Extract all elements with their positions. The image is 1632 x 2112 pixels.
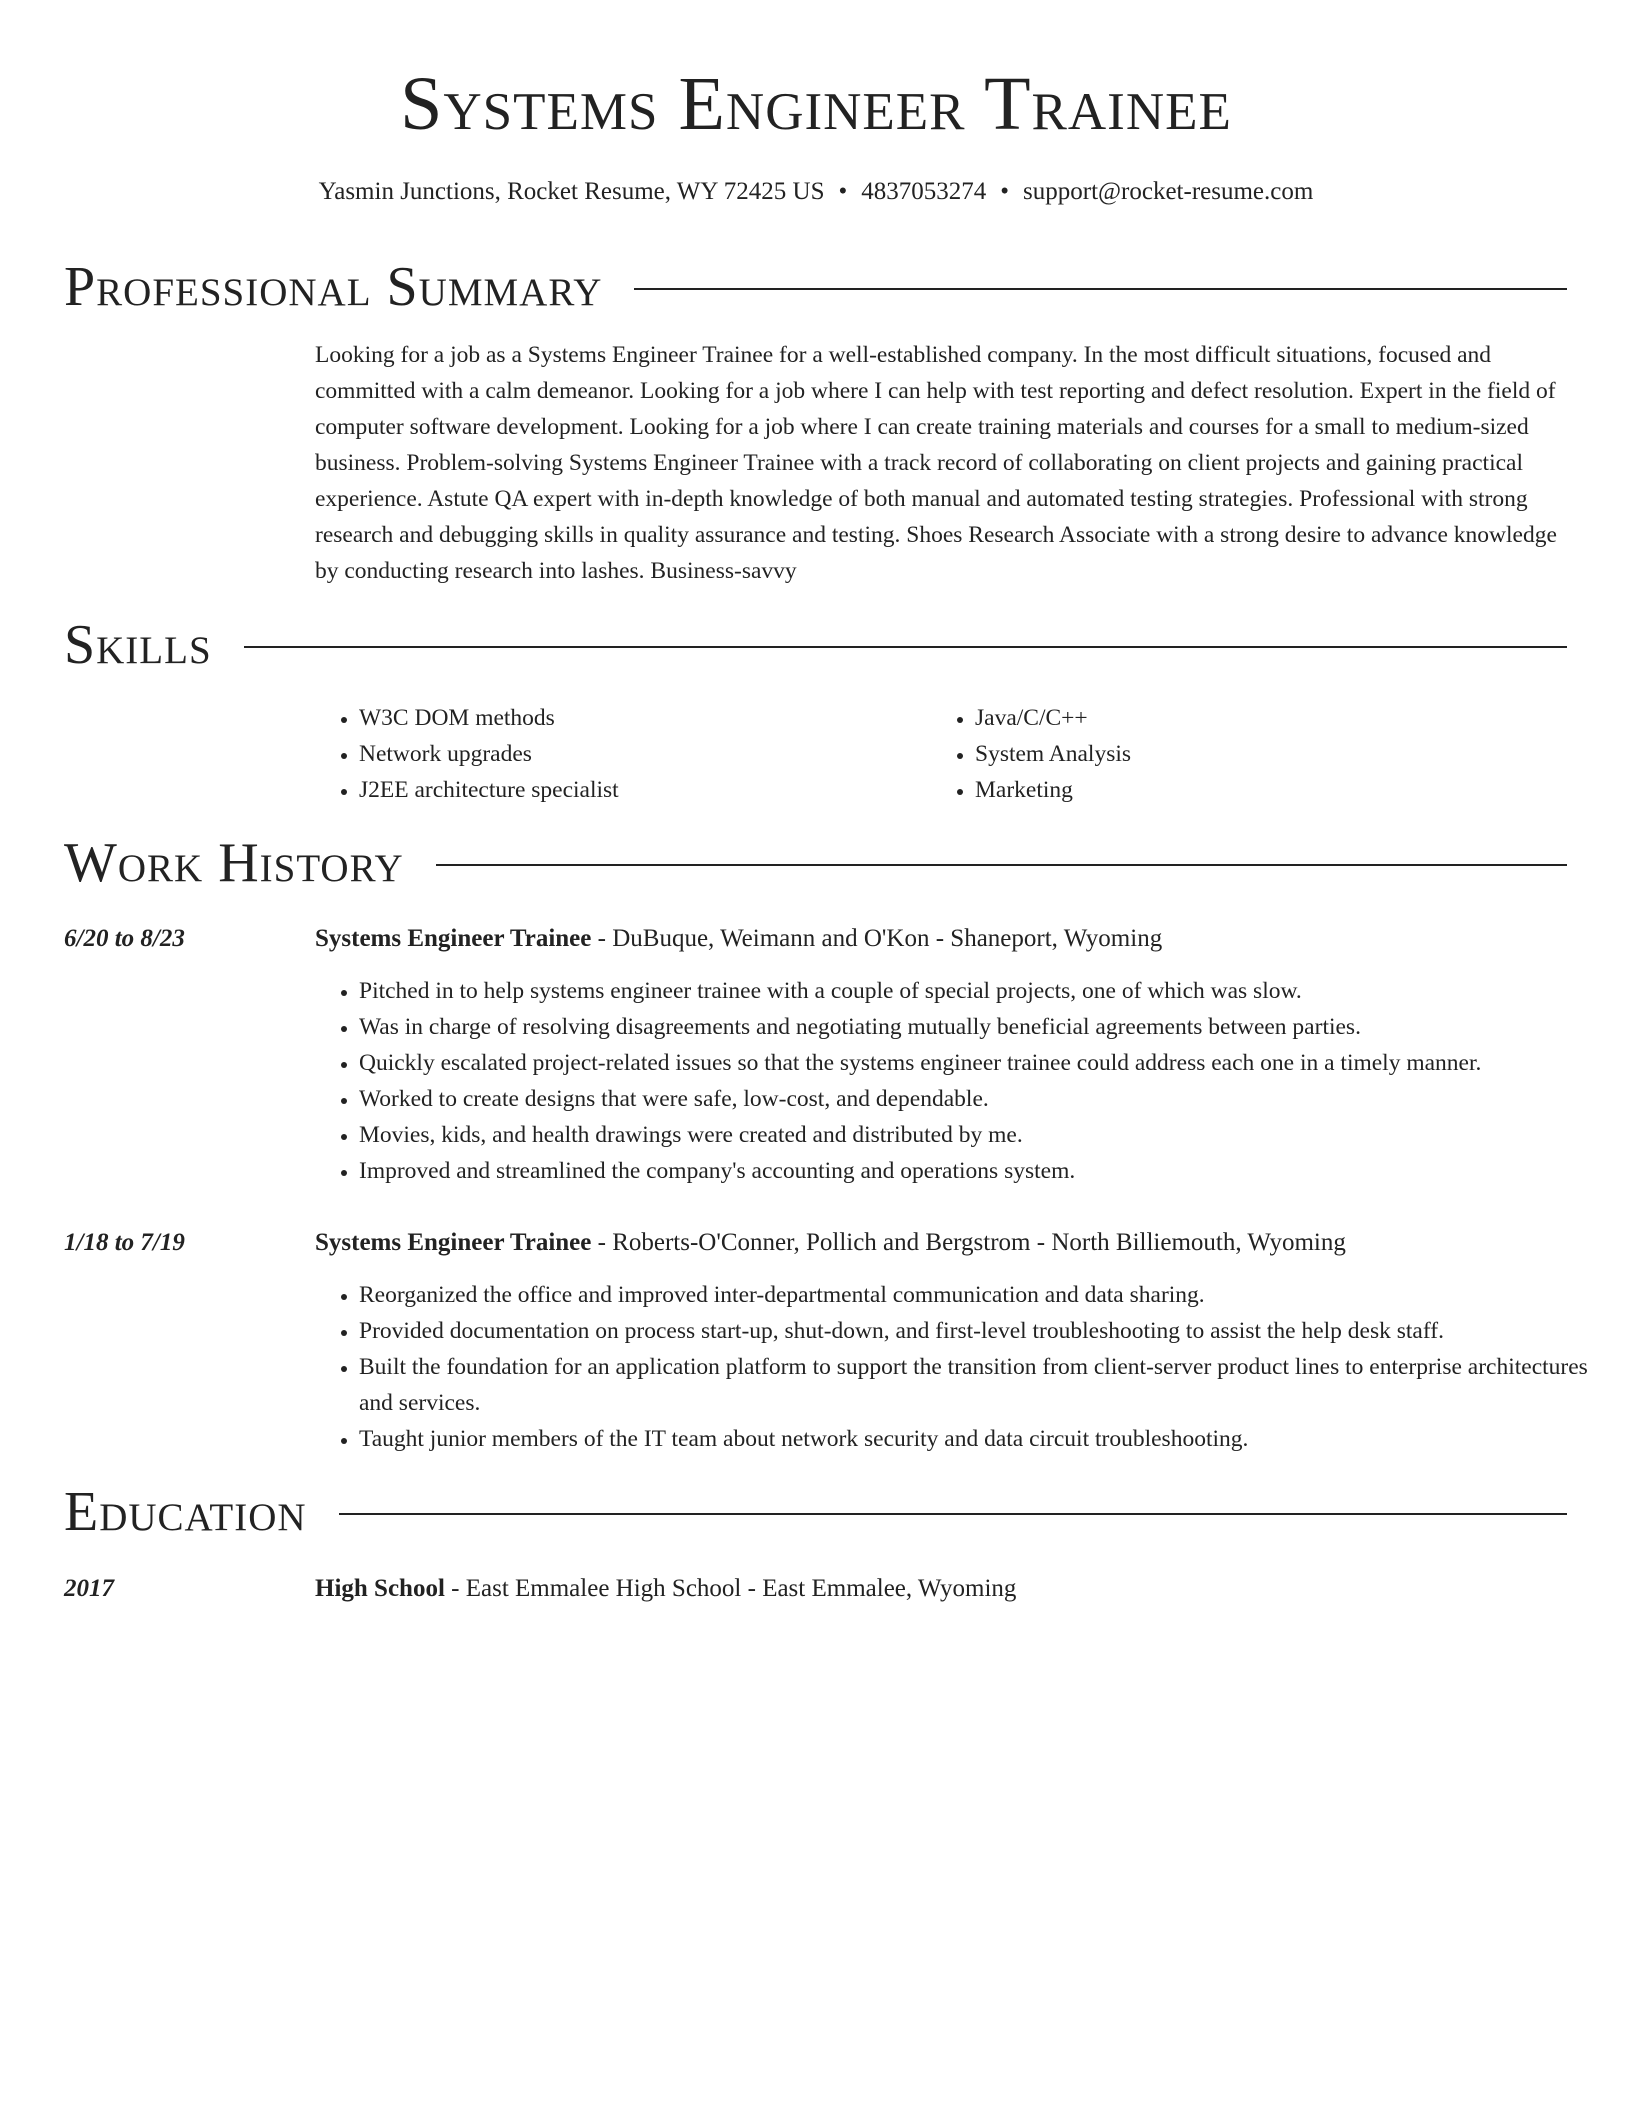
job-bullet: • Provided documentation on process start-up, shut-down, and first-level troubleshooting to assist the help desk staff. xyxy=(359,1313,1611,1349)
job-title: Systems Engineer Trainee xyxy=(315,1229,592,1256)
job-bullet: • Worked to create designs that were safe, low-cost, and dependable. xyxy=(359,1081,1611,1117)
contact-separator: • xyxy=(838,178,848,205)
skill-item: • Marketing xyxy=(975,772,1575,808)
job-bullet: • Movies, kids, and health drawings were created and distributed by me. xyxy=(359,1117,1611,1153)
section-divider xyxy=(436,864,1567,866)
job-bullet-list xyxy=(315,973,1611,1189)
skill-item: • Java/C/C++ xyxy=(975,700,1575,736)
job-bullet: • Taught junior members of the IT team about network security and data circuit troubleshooting. xyxy=(359,1421,1611,1457)
job-heading xyxy=(315,921,1567,957)
contact-separator: • xyxy=(1000,178,1010,205)
job-bullet: • Reorganized the office and improved inter-departmental communication and data sharing. xyxy=(359,1277,1611,1313)
job-employer: - Roberts-O'Conner, Pollich and Bergstrom - North Billiemouth, Wyoming xyxy=(591,1229,1346,1256)
education-heading xyxy=(315,1571,1567,1607)
job-heading xyxy=(315,1225,1567,1261)
skill-item: • W3C DOM methods xyxy=(359,700,959,736)
contact-email: support@rocket-resume.com xyxy=(1023,178,1314,205)
contact-phone: 4837053274 xyxy=(861,178,987,205)
job-bullet: • Built the foundation for an application platform to support the transition from client-server product lines to enterprise architectures and services. xyxy=(359,1349,1611,1421)
summary-text: Looking for a job as a Systems Engineer Trainee for a well-established company. In the most difficult situations, focused and committed with a calm demeanor. Looking for a job where I can help with test reporting and defect resolution. Expert in the field of computer software development. Looking for a job where I can create training materials and courses for a small to medium-sized business. Problem-solving Systems Engineer Trainee with a track record of collaborating on client projects and gaining practical experience. Astute QA expert with in-depth knowledge of both manual and automated testing strategies. Professional with strong research and debugging skills in quality assurance and testing. Shoes Research Associate with a strong desire to advance knowledge by conducting research into lashes. Business-savvy xyxy=(315,342,1557,584)
job-bullet: • Pitched in to help systems engineer trainee with a couple of special projects, one of which was slow. xyxy=(359,973,1611,1009)
section-divider xyxy=(634,288,1567,290)
contact-address: Yasmin Junctions, Rocket Resume, WY 72425 US xyxy=(318,178,825,205)
contact-line xyxy=(0,175,1632,209)
job-bullet: • Quickly escalated project-related issues so that the systems engineer trainee could address each one in a timely manner. xyxy=(359,1045,1611,1081)
section-summary-header xyxy=(64,252,1567,322)
page-title: Systems Engineer Trainee xyxy=(400,62,1232,146)
skill-item: • Network upgrades xyxy=(359,736,959,772)
section-heading: Work History xyxy=(64,832,404,894)
section-heading: Education xyxy=(64,1481,307,1543)
job-dates: 6/20 to 8/23 xyxy=(64,925,185,952)
education-degree: High School xyxy=(315,1575,445,1602)
skills-list-left xyxy=(315,700,959,808)
job-bullet: • Improved and streamlined the company's accounting and operations system. xyxy=(359,1153,1611,1189)
education-school: - East Emmalee High School - East Emmalee, Wyoming xyxy=(444,1575,1017,1602)
section-heading: Professional Summary xyxy=(64,256,603,318)
education-year: 2017 xyxy=(64,1575,114,1602)
job-bullet-list xyxy=(315,1277,1611,1457)
job-title: Systems Engineer Trainee xyxy=(315,925,592,952)
section-heading: Skills xyxy=(64,614,212,676)
job-dates: 1/18 to 7/19 xyxy=(64,1229,185,1256)
section-education-header xyxy=(64,1477,1567,1547)
section-divider xyxy=(339,1513,1567,1515)
section-divider xyxy=(244,646,1567,648)
skills-list-right xyxy=(931,700,1575,808)
skill-item: • System Analysis xyxy=(975,736,1575,772)
skill-item: • J2EE architecture specialist xyxy=(359,772,959,808)
section-work-header xyxy=(64,828,1567,898)
job-employer: - DuBuque, Weimann and O'Kon - Shaneport, Wyoming xyxy=(591,925,1163,952)
section-skills-header xyxy=(64,610,1567,680)
job-bullet: • Was in charge of resolving disagreements and negotiating mutually beneficial agreements between parties. xyxy=(359,1009,1611,1045)
